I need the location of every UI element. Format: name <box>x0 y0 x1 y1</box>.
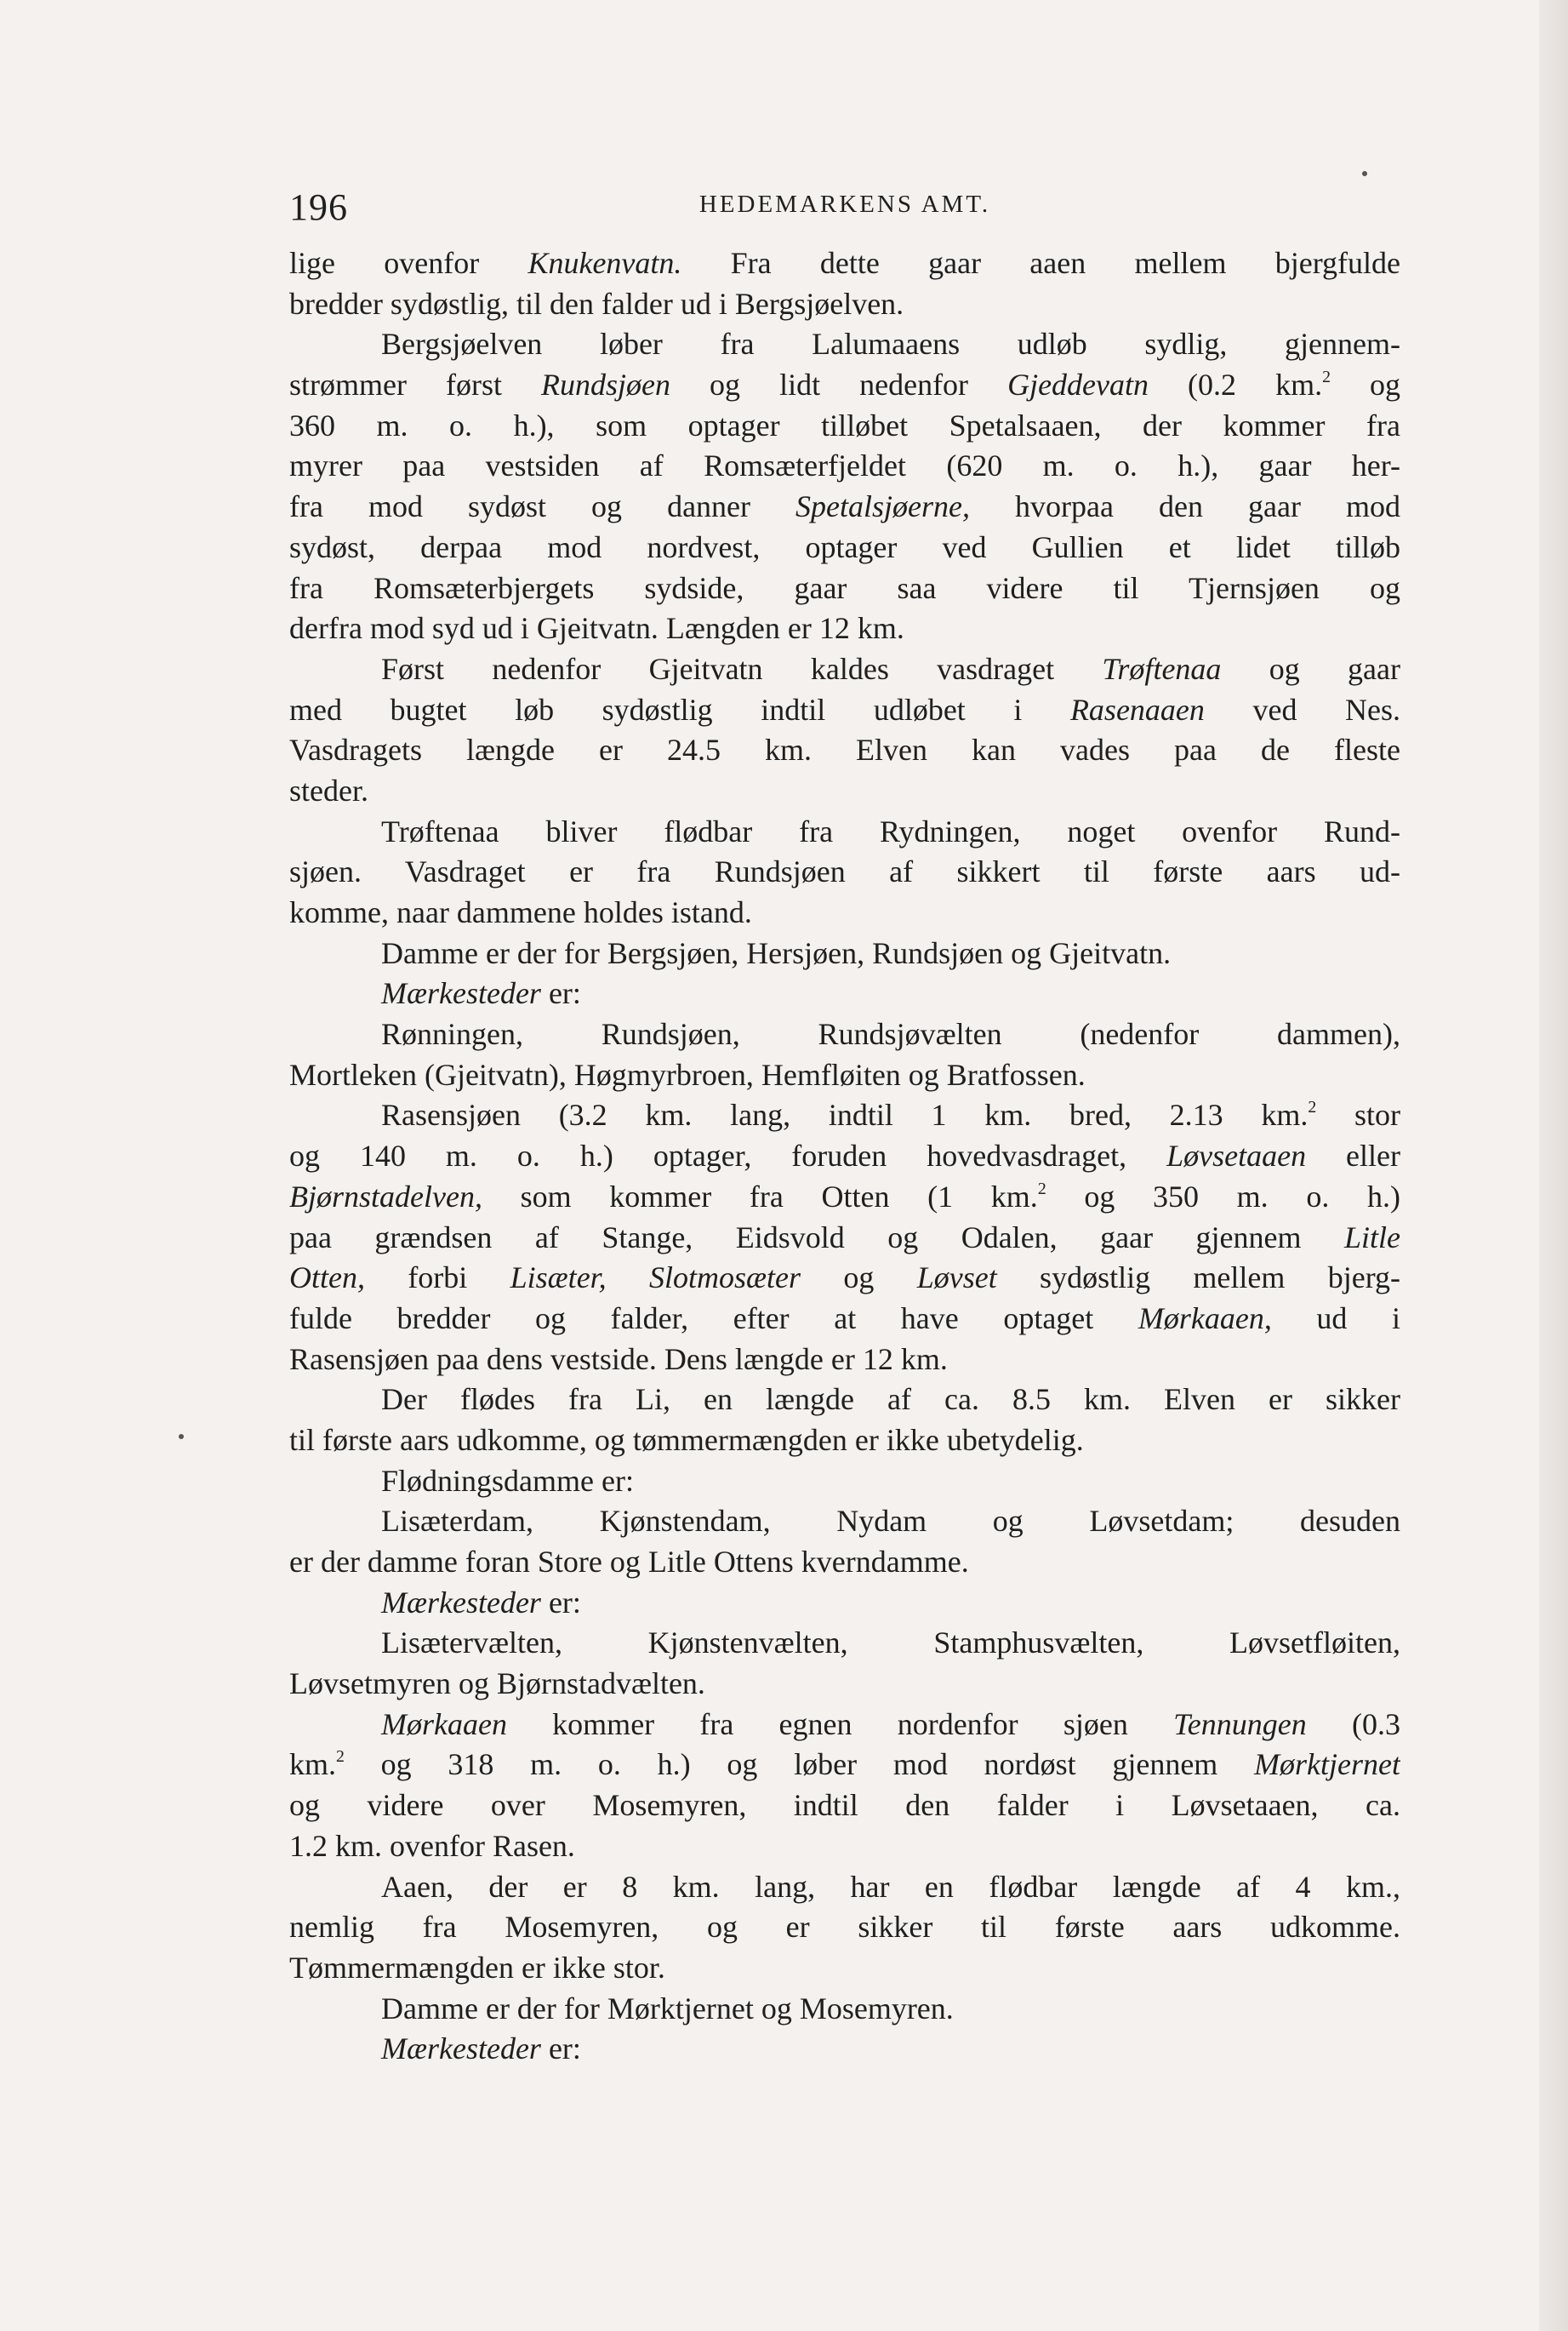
text-run: lige ovenfor <box>289 246 528 280</box>
text-line <box>289 1461 1400 1502</box>
text-line <box>289 730 1400 771</box>
text-line <box>289 1177 1400 1218</box>
italic-term: Gjeddevatn <box>1007 368 1149 403</box>
italic-term: Bjørnstadelven, <box>289 1179 482 1214</box>
text-run: derfra mod syd ud i Gjeitvatn. Længden er 12 km. <box>289 611 904 646</box>
text-line <box>289 934 1400 974</box>
text-line <box>289 649 1400 690</box>
text-line <box>289 1218 1400 1259</box>
text-run: stor <box>1316 1098 1400 1133</box>
text-run: sydøstlig mellem bjerg- <box>996 1260 1400 1295</box>
text-line <box>289 1664 1400 1705</box>
text-run: 360 m. o. h.), som optager tilløbet Spetalsaaen, der kommer fra <box>289 408 1400 443</box>
superscript: 2 <box>336 1747 345 1767</box>
text-run: sydøst, derpaa mod nordvest, optager ved Gullien et lidet tilløb <box>289 529 1400 564</box>
text-line <box>289 487 1400 528</box>
text-line <box>289 1095 1400 1136</box>
text-run: Lisæterdam, Kjønstendam, Nydam og Løvsetdam; desuden <box>381 1504 1400 1539</box>
italic-term: Mørkaaen, <box>1138 1300 1272 1335</box>
text-line <box>289 1907 1400 1948</box>
text-line <box>289 1380 1400 1420</box>
text-line <box>289 1501 1400 1542</box>
text-line <box>289 365 1400 406</box>
text-run: og gaar <box>1221 651 1400 686</box>
italic-term: Løvsetaaen <box>1166 1139 1307 1174</box>
text-run: Flødningsdamme er: <box>381 1463 634 1498</box>
text-line <box>289 690 1400 731</box>
page-number: 196 <box>289 186 348 228</box>
text-run: Mortleken (Gjeitvatn), Høgmyrbroen, Hemfløiten og Bratfossen. <box>289 1057 1086 1092</box>
italic-term: Mærkesteder <box>381 976 541 1011</box>
italic-term: Tennungen <box>1173 1706 1307 1741</box>
text-run: Rasensjøen (3.2 km. lang, indtil 1 km. bred, 2.13 km. <box>381 1098 1309 1133</box>
page-edge-shadow <box>1539 0 1568 2331</box>
italic-term: Rundsjøen <box>541 368 671 403</box>
text-line <box>289 1785 1400 1826</box>
text-run: Løvsetmyren og Bjørnstadvælten. <box>289 1666 705 1701</box>
text-run: sjøen. Vasdraget er fra Rundsjøen af sikkert til første aars ud- <box>289 854 1400 889</box>
running-title: HEDEMARKENS AMT. <box>698 191 991 218</box>
text-line <box>289 893 1400 934</box>
text-line <box>289 1867 1400 1908</box>
text-run: Tømmermængden er ikke stor. <box>289 1950 665 1985</box>
text-run: (0.2 km. <box>1149 368 1323 403</box>
superscript: 2 <box>1322 368 1331 387</box>
text-run: ved Nes. <box>1204 692 1400 727</box>
italic-term: Knukenvatn. <box>527 246 682 280</box>
text-line <box>289 446 1400 487</box>
text-run: ud i <box>1271 1300 1400 1335</box>
text-run: er: <box>540 1585 581 1620</box>
text-run: Der flødes fra Li, en længde af ca. 8.5 km. Elven er sikker <box>381 1382 1400 1417</box>
speck-mark <box>179 1434 184 1439</box>
text-run: Vasdragets længde er 24.5 km. Elven kan vades paa de fleste <box>289 733 1400 768</box>
superscript: 2 <box>1037 1179 1046 1198</box>
text-line <box>289 1745 1400 1785</box>
text-run: komme, naar dammene holdes istand. <box>289 895 752 929</box>
text-run: Lisætervælten, Kjønstenvælten, Stamphusvælten, Løvsetfløiten, <box>381 1625 1400 1660</box>
text-run: og <box>801 1260 917 1295</box>
text-line <box>289 1055 1400 1096</box>
text-run: som kommer fra Otten (1 km. <box>482 1179 1038 1214</box>
italic-term: Mørkaaen <box>381 1706 507 1741</box>
text-line <box>289 1542 1400 1583</box>
text-run: er der damme foran Store og Litle Ottens kverndamme. <box>289 1545 969 1579</box>
text-line <box>289 2029 1400 2070</box>
text-run: er: <box>540 976 581 1011</box>
text-line <box>289 1989 1400 2030</box>
text-line <box>289 1623 1400 1664</box>
text-run: fra mod sydøst og danner <box>289 489 796 524</box>
text-run: og 140 m. o. h.) optager, foruden hovedvasdraget, <box>289 1139 1167 1174</box>
text-run: og 318 m. o. h.) og løber mod nordøst gjennem <box>344 1747 1255 1782</box>
text-run: Rønningen, Rundsjøen, Rundsjøvælten (nedenfor dammen), <box>381 1017 1400 1052</box>
text-run: kommer fra egnen nordenfor sjøen <box>506 1706 1174 1741</box>
italic-term: Litle <box>1343 1220 1400 1254</box>
italic-term: Rasenaaen <box>1069 692 1205 727</box>
italic-term: Lisæter, <box>510 1260 607 1295</box>
text-line <box>289 568 1400 609</box>
text-line <box>289 528 1400 568</box>
text-line <box>289 1948 1400 1989</box>
text-run: Aaen, der er 8 km. lang, har en flødbar længde af 4 km., <box>381 1869 1400 1904</box>
italic-term: Mærkesteder <box>381 1585 541 1620</box>
text-run: og videre over Mosemyren, indtil den falder i Løvsetaaen, ca. <box>289 1788 1400 1823</box>
text-run: Damme er der for Mørktjernet og Mosemyren. <box>381 1991 954 2025</box>
text-line <box>289 1583 1400 1624</box>
text-line <box>289 771 1400 812</box>
text-run: Bergsjøelven løber fra Lalumaaens udløb sydlig, gjennem- <box>381 327 1400 362</box>
text-line <box>289 1136 1400 1177</box>
italic-term: Slotmosæter <box>649 1260 801 1295</box>
text-run: paa grændsen af Stange, Eidsvold og Odalen, gaar gjennem <box>289 1220 1344 1254</box>
text-line <box>289 1014 1400 1055</box>
text-run: med bugtet løb sydøstlig indtil udløbet i <box>289 692 1070 727</box>
text-line <box>289 608 1400 649</box>
italic-term: Trøftenaa <box>1102 651 1222 686</box>
page-header <box>289 186 1400 237</box>
text-run: bredder sydøstlig, til den falder ud i Bergsjøelven. <box>289 286 904 321</box>
text-run: hvorpaa den gaar mod <box>970 489 1400 524</box>
text-line <box>289 974 1400 1014</box>
superscript: 2 <box>1308 1098 1317 1117</box>
text-run: Damme er der for Bergsjøen, Hersjøen, Rundsjøen og Gjeitvatn. <box>381 935 1172 970</box>
body-text <box>289 243 1400 2070</box>
italic-term: Spetalsjøerne, <box>795 489 971 524</box>
text-run: myrer paa vestsiden af Romsæterfjeldet (620 m. o. h.), gaar her- <box>289 448 1400 483</box>
text-run: strømmer først <box>289 368 542 403</box>
text-run: Fra dette gaar aaen mellem bjergfulde <box>681 246 1400 280</box>
text-run: km. <box>289 1747 337 1782</box>
text-line <box>289 1705 1400 1745</box>
text-run: forbi <box>364 1260 510 1295</box>
text-run: og lidt nedenfor <box>670 368 1008 403</box>
text-line <box>289 324 1400 365</box>
italic-term: Mørktjernet <box>1254 1747 1400 1782</box>
italic-term: Mærkesteder <box>381 2031 541 2066</box>
text-line <box>289 1826 1400 1867</box>
text-run: Først nedenfor Gjeitvatn kaldes vasdraget <box>381 651 1103 686</box>
text-line <box>289 1420 1400 1461</box>
italic-term: Løvset <box>916 1260 997 1295</box>
text-run: til første aars udkomme, og tømmermængden er ikke ubetydelig. <box>289 1422 1084 1457</box>
text-run: Rasensjøen paa dens vestside. Dens længde er 12 km. <box>289 1341 948 1376</box>
italic-term: Otten, <box>289 1260 365 1295</box>
text-run <box>607 1260 649 1294</box>
text-line <box>289 812 1400 853</box>
text-line <box>289 852 1400 893</box>
text-line <box>289 1340 1400 1380</box>
text-run: og <box>1330 368 1400 403</box>
text-run: og 350 m. o. h.) <box>1046 1179 1400 1214</box>
text-run: (0.3 <box>1306 1706 1400 1741</box>
text-line <box>289 1258 1400 1299</box>
text-run: eller <box>1306 1139 1400 1174</box>
text-run: nemlig fra Mosemyren, og er sikker til første aars udkomme. <box>289 1910 1400 1945</box>
text-run: Trøftenaa bliver flødbar fra Rydningen, noget ovenfor Rund- <box>381 814 1400 848</box>
text-run: fulde bredder og falder, efter at have optaget <box>289 1300 1138 1335</box>
text-run: 1.2 km. ovenfor Rasen. <box>289 1828 575 1863</box>
text-line <box>289 284 1400 325</box>
text-run: er: <box>540 2031 581 2066</box>
speck-mark <box>1362 171 1367 176</box>
text-run: fra Romsæterbjergets sydside, gaar saa videre til Tjernsjøen og <box>289 570 1400 605</box>
text-line <box>289 1299 1400 1340</box>
text-run: steder. <box>289 773 368 808</box>
text-line <box>289 406 1400 447</box>
text-line <box>289 243 1400 284</box>
